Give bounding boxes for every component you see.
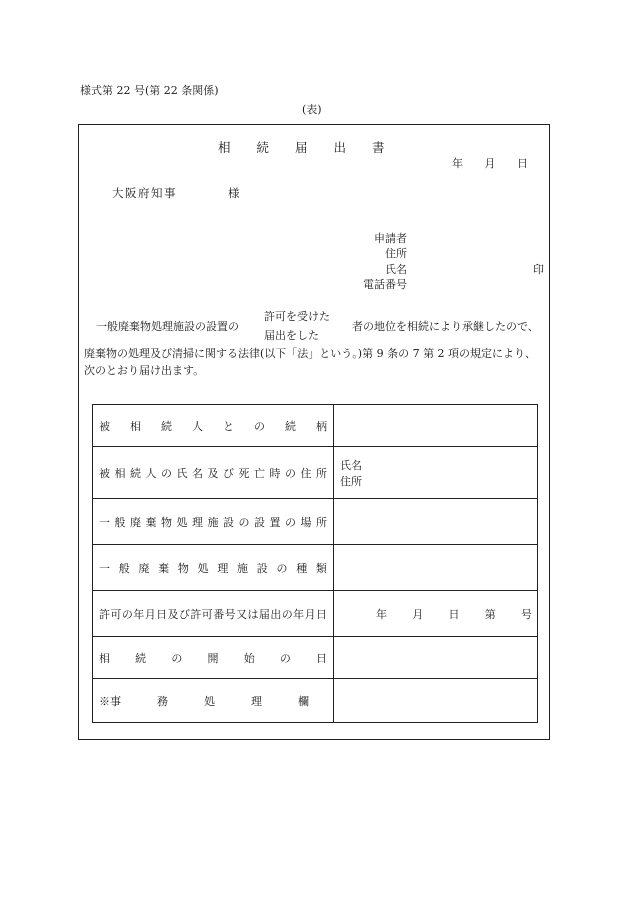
row-label-text: 被 相 続 人 の 氏 名 及 び 死 亡 時 の 住 所 (99, 466, 327, 480)
date-year-label: 年 (452, 157, 463, 170)
row-value[interactable] (334, 499, 538, 545)
row-label-text: ※事 務 処 理 欄 (99, 694, 309, 708)
applicant-phone-label: 電話番号 (363, 278, 407, 291)
applicant-address-label: 住所 (385, 247, 407, 260)
deceased-name-label: 氏名 (340, 458, 363, 472)
honorific: 様 (228, 186, 240, 200)
row-label (93, 637, 334, 679)
table-row (93, 591, 538, 637)
row-value[interactable] (334, 591, 538, 637)
row-label (93, 405, 334, 447)
table-row (93, 545, 538, 591)
permit-day-label: 日 (448, 607, 460, 621)
row-label (93, 499, 334, 545)
body-option-permit: 許可を受けた (264, 310, 330, 323)
form-title: 相続届出書 (218, 140, 411, 155)
row-value[interactable] (334, 447, 538, 499)
body-suffix: 者の地位を相続により承継したので、 (352, 320, 539, 333)
row-label (93, 545, 334, 591)
body-option-notified: 届出をした (264, 329, 319, 342)
table-row (93, 637, 538, 679)
row-label-text: 許 可 の 年 月 日 及 び 許 可 番 号 又 は 届 出 の 年 月 日 (99, 607, 328, 621)
row-label-text: 相 続 の 開 始 の 日 (99, 651, 328, 665)
row-label-text: 一 般 廃 棄 物 処 理 施 設 の 種 類 (99, 561, 327, 575)
row-label-text: 被 相 続 人 と の 続 柄 (99, 419, 327, 433)
applicant-label: 申請者 (374, 232, 407, 245)
row-label (93, 591, 334, 637)
row-value[interactable] (334, 637, 538, 679)
table-row (93, 499, 538, 545)
row-label (93, 679, 334, 723)
applicant-name-label: 氏名 (385, 263, 407, 276)
row-value[interactable] (334, 405, 538, 447)
seal-mark: 印 (533, 263, 544, 276)
permit-no-suffix-label: 号 (521, 607, 533, 621)
date-month-label: 月 (484, 157, 496, 170)
permit-date-number-fields (376, 606, 532, 622)
permit-month-label: 月 (412, 607, 424, 621)
date-day-label: 日 (517, 157, 528, 170)
row-value[interactable] (334, 545, 538, 591)
permit-year-label: 年 (376, 607, 388, 621)
date-line (452, 155, 546, 171)
permit-no-prefix-label: 第 (484, 607, 496, 621)
deceased-address-label: 住所 (340, 474, 363, 488)
table-row (93, 447, 538, 499)
table-row (93, 679, 538, 723)
info-table (92, 404, 538, 723)
row-label (93, 447, 334, 499)
form-side-label: (表) (302, 103, 322, 116)
addressee: 大阪府知事 (112, 186, 177, 200)
form-id: 様式第 22 号(第 22 条関係) (80, 84, 219, 97)
body-line-3: 次のとおり届け出ます。 (84, 364, 205, 377)
body-line-2: 廃棄物の処理及び清掃に関する法律(以下「法」という。)第 9 条の 7 第 2 項の規定により、 (84, 347, 537, 360)
row-value[interactable] (334, 679, 538, 723)
row-label-text: 一 般 廃 棄 物 処 理 施 設 の 設 置 の 場 所 (99, 515, 327, 529)
table-row (93, 405, 538, 447)
body-prefix: 一般廃棄物処理施設の設置の (96, 320, 239, 333)
